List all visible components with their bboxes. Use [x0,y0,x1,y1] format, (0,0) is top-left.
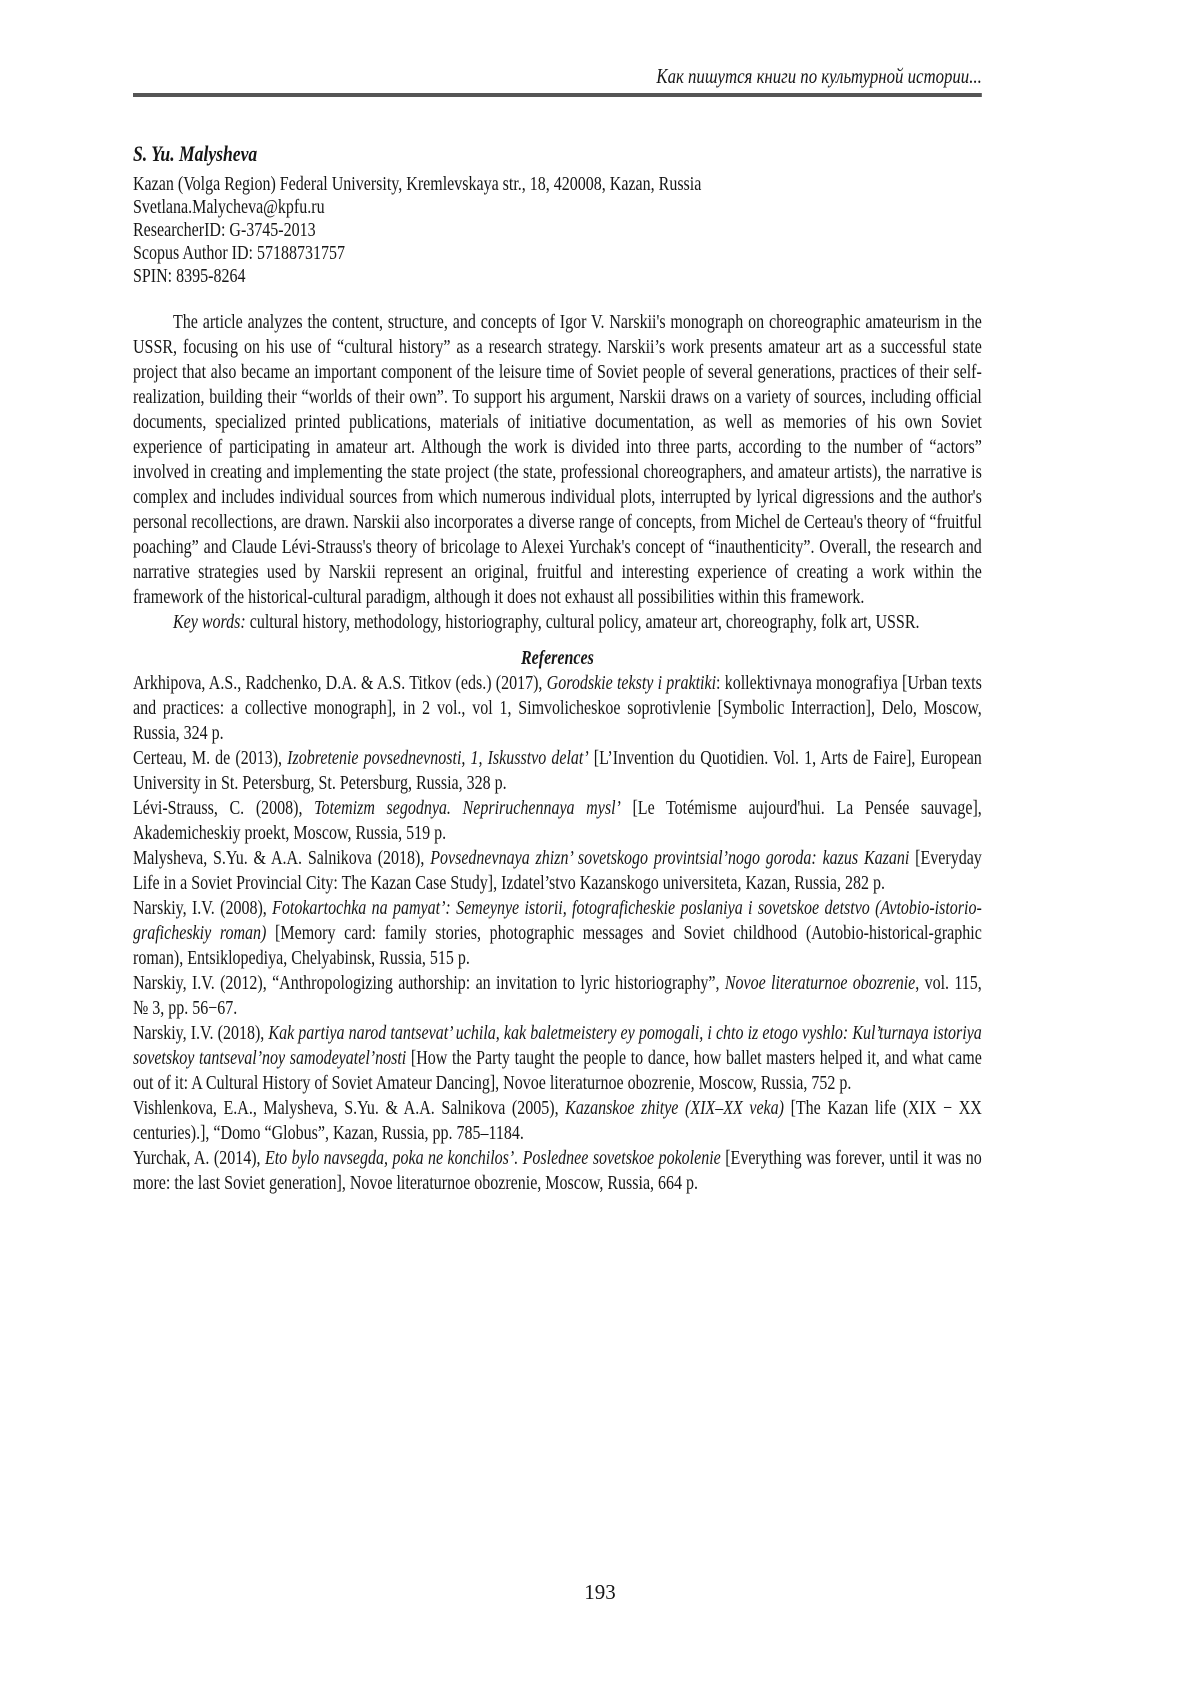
abstract-paragraph: The article analyzes the content, structure, and concepts of Igor V. Narskii's monograph on choreographic amateurism in the USSR, focusing on his use of “cultural history” as a research strategy. Narskii’s work presents amateur art as a successful state project that also became an important component of the leisure time of Soviet people of several generations, practices of their self-realization, building their “worlds of their own”. To support his argument, Narskii draws on a variety of sources, including official documents, specialized printed publications, materials of initiative documentation, as well as memories of his own Soviet experience of participating in amateur art. Although the work is divided into three parts, according to the number of “actors” involved in creating and implementing the state project (the state, professional choreographers, and amateur artists), the narrative is complex and includes individual sources from which numerous individual plots, interrupted by lyrical digressions and the author's personal recollections, are drawn. Narskii also incorporates a diverse range of concepts, from Michel de Certeau's theory of “fruitful poaching” and Claude Lévi-Strauss's theory of bricolage to Alexei Yurchak's concept of “inauthenticity”. Overall, the research and narrative strategies used by Narskii represent an original, fruitful and interesting experience of creating a work within the framework of the historical-cultural paradigm, although it does not exhaust all possibilities within this framework. [133,311,982,608]
running-head-text: Как пишутся книги по культурной истории... [656,64,982,88]
spin-line: SPIN: 8395-8264 [133,265,246,287]
reference-item: Vishlenkova, E.A., Malysheva, S.Yu. & A.A. Salnikova (2005), Kazanskoe zhitye (XIX–XX veka) [The Kazan life (XIX − XX centuries).], “Domo “Globus”, Kazan, Russia, pp. 785–1184. [133,1097,982,1144]
references-heading: References [520,647,594,669]
reference-item: Narskiy, I.V. (2008), Fotokartochka na pamyat’: Semeynye istorii, fotograficheskie poslaniya i sovetskoe detstvo (Avtobio-istorio-graficheskiy roman) [Memory card: family stories, photographic messages and Soviet childhood (Autobio-historical-graphic roman), Entsiklopediya, Chelyabinsk, Russia, 515 p. [133,897,982,969]
reference-item: Narskiy, I.V. (2018), Kak partiya narod tantsevat’ uchila, kak baletmeistery ey pomogali, i chto iz etogo vyshlo: Kul’turnaya istoriya sovetskoy tantseval’noy samodeyatel’nosti [How the Party taught the people to dance, how ballet masters helped it, and what came out of it: A Cultural History of Soviet Amateur Dancing], Novoe literaturnoe obozrenie, Moscow, Russia, 752 p. [133,1022,982,1094]
email-line: Svetlana.Malycheva@kpfu.ru [133,196,325,218]
affiliation-line: Kazan (Volga Region) Federal University, Kremlevskaya str., 18, 420008, Kazan, Russia [133,173,702,195]
page-content [133,0,982,1196]
keywords-paragraph [133,610,982,635]
keywords-label: Key words: [173,611,246,633]
references-list [133,671,982,1196]
researcher-id-line: ResearcherID: G-3745-2013 [133,219,316,241]
page-number: 193 [584,1580,616,1604]
reference-item: Certeau, M. de (2013), Izobretenie povsednevnosti, 1, Iskusstvo delat’ [L’Invention du Quotidien. Vol. 1, Arts de Faire], European University in St. Petersburg, St. Petersburg, Russia, 328 p. [133,747,982,794]
reference-item: Lévi-Strauss, C. (2008), Totemizm segodnya. Nepriruchennaya mysl’ [Le Totémisme aujourd'hui. La Pensée sauvage], Akademicheskiy proekt, Moscow, Russia, 519 p. [133,797,982,844]
reference-item: Yurchak, A. (2014), Eto bylo navsegda, poka ne konchilos’. Poslednee sovetskoe pokolenie [Everything was forever, until it was no more: the last Soviet generation], Novoe literaturnoe obozrenie, Moscow, Russia, 664 p. [133,1147,982,1194]
running-head [133,0,982,97]
author-name: S. Yu. Malysheva [133,141,258,166]
reference-item: Malysheva, S.Yu. & A.A. Salnikova (2018), Povsednevnaya zhizn’ sovetskogo provintsial’nogo goroda: kazus Kazani [Everyday Life in a Soviet Provincial City: The Kazan Case Study], Izdatel’stvo Kazanskogo universiteta, Kazan, Russia, 282 p. [133,847,982,894]
author-info-block [133,173,982,288]
reference-item: Narskiy, I.V. (2012), “Anthropologizing authorship: an invitation to lyric historiography”, Novoe literaturnoe obozrenie, vol. 115, № 3, pp. 56−67. [133,972,982,1019]
reference-item: Arkhipova, A.S., Radchenko, D.A. & A.S. Titkov (eds.) (2017), Gorodskie teksty i praktiki: kollektivnaya monografiya [Urban texts and practices: a collective monograph], in 2 vol., vol 1, Simvolicheskoe soprotivlenie [Symbolic Interraction], Delo, Moscow, Russia, 324 p. [133,672,982,744]
scopus-id-line: Scopus Author ID: 57188731757 [133,242,345,264]
keywords-text: cultural history, methodology, historiography, cultural policy, amateur art, choreography, folk art, USSR. [245,611,920,633]
